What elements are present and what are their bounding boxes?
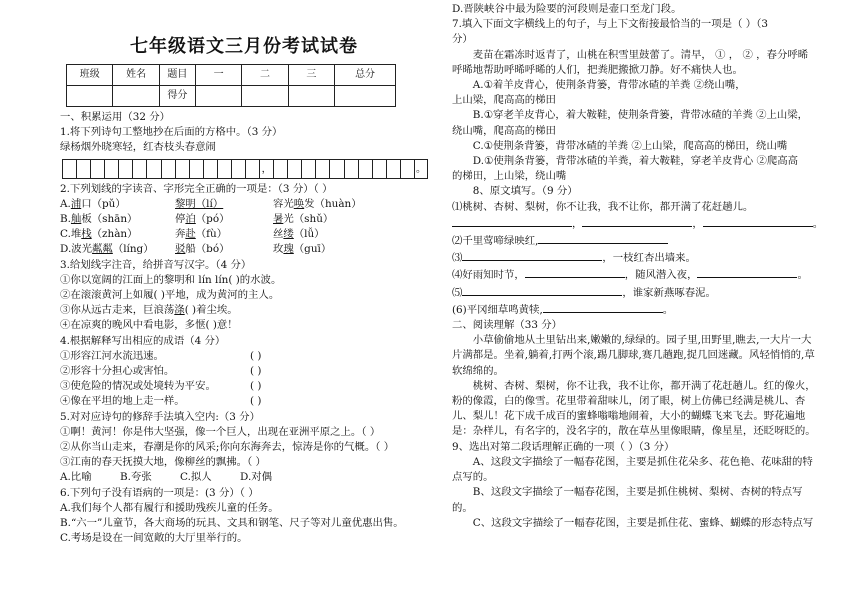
left-column [60, 0, 428, 546]
q5-item-3: ③江南的春天抚摸大地，像柳丝的飘拂。（ ） [60, 456, 266, 469]
grid-cell[interactable] [273, 159, 287, 179]
grid-cell[interactable] [245, 159, 259, 179]
q2-prompt: 2.下列划线的字读音、字形完全正确的一项是：（3 分）（ ） [60, 182, 333, 195]
grid-cell[interactable] [203, 159, 217, 179]
score-header-name: 姓名 [113, 65, 159, 86]
q4-item-2: ②形容十分担心或害怕。 ( ) [60, 365, 262, 378]
score-cell-name[interactable] [113, 86, 159, 107]
grid-cell[interactable] [189, 159, 203, 179]
q5-item-2: ②从你当山走来，春潮是你的风采;你向东海奔去，惊涛是你的气概。（ ） [60, 441, 395, 454]
grid-cell[interactable] [161, 159, 175, 179]
grid-cell[interactable] [62, 159, 76, 179]
q7-passage-2: 呼晞地帮助呼晞呼晞的人们，把粪肥搬掀刀静。好不痛快人也。 [452, 63, 743, 76]
section-one-heading: 一、积累运用（32 分） [60, 111, 171, 123]
grid-cell[interactable] [386, 159, 400, 179]
q4-item-4: ④像在平坦的地上走一样。 ( ) [60, 395, 262, 408]
grid-cell[interactable]: 。 [414, 159, 428, 179]
q7-option-c: C.①使荆条背篓，背带冰碴的羊粪 ②上山梁，爬高高的梯田，绕山嘴 [472, 139, 788, 152]
q4-item-1: ①形容江河水流迅速。 ( ) [60, 349, 262, 362]
grid-cell[interactable] [315, 159, 329, 179]
q7-option-b-cont: 绕山嘴，爬高高的梯田 [452, 124, 556, 137]
score-header-two: 二 [242, 65, 288, 86]
q5-prompt: 5.对对应诗句的修辞手法填入空内:（3 分） [60, 410, 260, 423]
grid-cell[interactable]: ， [259, 159, 273, 179]
q6-option-b: B.“六一”儿童节，各大商场的玩具、文具和钢笔、尺子等对儿童优惠出售。 [60, 517, 404, 530]
grid-cell[interactable] [76, 159, 90, 179]
reading-paragraph-1: 小草偷偷地从土里钻出来,嫩嫩的,绿绿的。园子里,田野里,瞧去,一大片一大片满都是。坐着,躺着,打两个滚,踢几脚球,赛几趟跑,捉几回迷藏。风轻悄悄的,草软绵绵的。 [452, 334, 815, 377]
grid-cell[interactable] [329, 159, 343, 179]
q8-item-1-blanks: ， ， 。 [452, 215, 818, 232]
q2-option-c: C.堆栈（zhàn） 奔赴（fù） 丝缕（lǚ） [60, 228, 325, 241]
score-cell-one[interactable] [195, 86, 241, 107]
q7-passage-1: 麦苗在霜冻时返青了，山桃在积雪里鼓蕾了。清早， ① ， ② ，春分呼晞 [472, 48, 809, 61]
q1-poem-text: 绿杨烟外晓寒轻，红杏枝头春意闹 [60, 141, 216, 154]
q2-option-a: A.浦口（pǔ） 黎明（lí） 容光唤发（huàn） [60, 197, 362, 210]
q7-prompt-cont: 分） [452, 33, 473, 46]
q7-option-a: A.①着羊皮背心，使荆条背篓，背带冰碴的羊粪 ②绕山嘴， [472, 79, 746, 92]
grid-cell[interactable] [217, 159, 231, 179]
exam-title: 七年级语文三月份考试试卷 [130, 36, 358, 57]
q8-item-2: ⑵千里莺啼绿映红, [452, 232, 818, 249]
grid-cell[interactable] [344, 159, 358, 179]
answer-blank[interactable] [543, 301, 663, 313]
q3-item-2: ②在滚滚黄河上如履( )平地，成为黄河的主人。 [60, 289, 280, 302]
score-table-score-row [67, 86, 396, 107]
answer-blank[interactable] [462, 249, 602, 261]
answer-blank[interactable] [452, 215, 572, 227]
score-table [66, 64, 396, 107]
score-header-three: 三 [288, 65, 334, 86]
q1-answer-grid[interactable] [62, 159, 428, 179]
q3-item-4: ④在凉爽的晚风中看电影，多惬( )意！ [60, 319, 238, 332]
q8-prompt: 8、原文填写。（9 分） [472, 185, 578, 198]
q9-option-b: B、这段文字描绘了一幅春花图，主要是抓住桃树、梨树、杏树的特点写的。 [452, 486, 803, 514]
right-column [452, 2, 824, 531]
q9-option-c: C、这段文字描绘了一幅春花图，主要是抓住花、蜜蜂、蝴蝶的形态特点写 [472, 516, 814, 529]
q7-option-a-cont: 上山梁，爬高高的梯田 [452, 94, 556, 107]
grid-cell[interactable] [372, 159, 386, 179]
grid-cell[interactable] [287, 159, 301, 179]
grid-cell[interactable] [358, 159, 372, 179]
q8-item-6: (6)平冈细草鸣黄犊, 。 [452, 301, 818, 318]
score-cell-total[interactable] [335, 86, 396, 107]
score-cell-class[interactable] [67, 86, 113, 107]
q6-prompt: 6.下列句子没有语病的一项是：(3 分）（ ） [60, 486, 259, 499]
score-row-label: 得分 [159, 86, 195, 107]
q5-item-1: ①啊！黄河！你是伟大坚强，像一个巨人，出现在亚洲平原之上。（ ） [60, 425, 381, 438]
q7-option-b: B.①穿老羊皮背心，着大鞍鞋，使荆条背篓，背带冰碴的羊粪 ②上山梁， [472, 109, 809, 122]
q7-prompt: 7.填入下面文字横线上的句子，与上下文衔接最恰当的一项是（ ）（3 [452, 18, 768, 31]
score-header-total: 总分 [335, 65, 396, 86]
q2-option-d: D.波光粼粼（líng） 驳船（bó） 玫瑰（guī） [60, 243, 332, 256]
q3-item-3: ③你从远古走来，巨浪荡涤( )着尘埃。 [60, 304, 238, 317]
score-header-question: 题目 [159, 65, 195, 86]
score-header-class: 班级 [67, 65, 113, 86]
q8-item-4: ⑷好雨知时节， ，随风潜入夜， 。 [452, 266, 818, 283]
answer-blank[interactable] [582, 215, 692, 227]
score-cell-three[interactable] [288, 86, 334, 107]
answer-blank[interactable] [703, 215, 813, 227]
grid-cell[interactable] [118, 159, 132, 179]
q9-prompt: 9、选出对第二段话理解正确的一项（ ）（3 分） [452, 440, 675, 453]
grid-cell[interactable] [146, 159, 160, 179]
q8-item-1: ⑴桃树、杏树、梨树，你不让我，我不让你，都开满了花赶趟儿。 [452, 200, 754, 213]
answer-blank[interactable] [462, 284, 622, 296]
reading-paragraph-2: 桃树、杏树、梨树，你不让我，我不让你，都开满了花赶趟儿。红的像火，粉的像霞，白的像雪。花里带着甜味儿，闭了眼，树上仿佛已经满是桃儿、杏儿、梨儿！花下成千成百的蜜蜂嗡嗡地闹着，大小的蝴蝶飞来飞去。野花遍地是：杂样儿，有名字的，没名字的，散在草丛里像眼睛，像星星，还眨呀眨的。 [452, 379, 816, 438]
q4-prompt: 4.根据解释写出相应的成语（4 分） [60, 334, 226, 347]
section-two-heading: 二、阅读理解（33 分） [452, 319, 563, 332]
score-header-one: 一 [195, 65, 241, 86]
grid-cell[interactable] [231, 159, 245, 179]
grid-cell[interactable] [400, 159, 414, 179]
q5-options: A.比喻 B.夸张 C.拟人 D.对偶 [60, 471, 273, 484]
grid-cell[interactable] [104, 159, 118, 179]
q6-option-a: A.我们每个人都有履行和援助残疾儿童的任务。 [60, 501, 279, 514]
q6-option-c: C.考场是设在一间宽敞的大厅里举行的。 [60, 532, 248, 545]
answer-blank[interactable] [697, 266, 797, 278]
answer-blank[interactable] [538, 232, 668, 244]
q7-option-d: D.①使荆条背篓，背带冰碴的羊粪，着大鞍鞋，穿老羊皮背心 ②爬高高 [472, 155, 799, 168]
q9-option-a: A、这段文字描绘了一幅春花图，主要是抓住花朵多、花色艳、花味甜的特点写的。 [452, 455, 813, 484]
grid-cell[interactable] [132, 159, 146, 179]
grid-cell[interactable] [175, 159, 189, 179]
q3-item-1: ①你以宽阔的江面上的黎明和 lín lín( )的水波。 [60, 273, 282, 286]
grid-cell[interactable] [301, 159, 315, 179]
q8-item-5: ⑸ ，谁家新燕啄春泥。 [452, 284, 818, 301]
score-cell-two[interactable] [242, 86, 288, 107]
answer-blank[interactable] [525, 266, 625, 278]
q8-item-3: ⑶ ，一枝红杏出墙来。 [452, 249, 818, 266]
q3-prompt: 3.给划线字注音，给拼音写汉字。（4 分） [60, 258, 252, 271]
score-table-header-row [67, 65, 396, 86]
q2-option-b: B.舢板（shān） 停泊（pó） 暑光（shǔ） [60, 213, 334, 226]
q7-option-d-cont: 的梯田，上山梁，绕山嘴 [452, 170, 567, 183]
q4-item-3: ③使危险的情况或处境转为平安。 ( ) [60, 380, 262, 393]
q6-option-d: D.晋陕峡谷中最为险要的河段则是壶口至龙门段。 [452, 3, 682, 15]
grid-cell[interactable] [90, 159, 104, 179]
q1-prompt: 1.将下列诗句工整地抄在后面的方格中。（3 分） [60, 126, 283, 139]
